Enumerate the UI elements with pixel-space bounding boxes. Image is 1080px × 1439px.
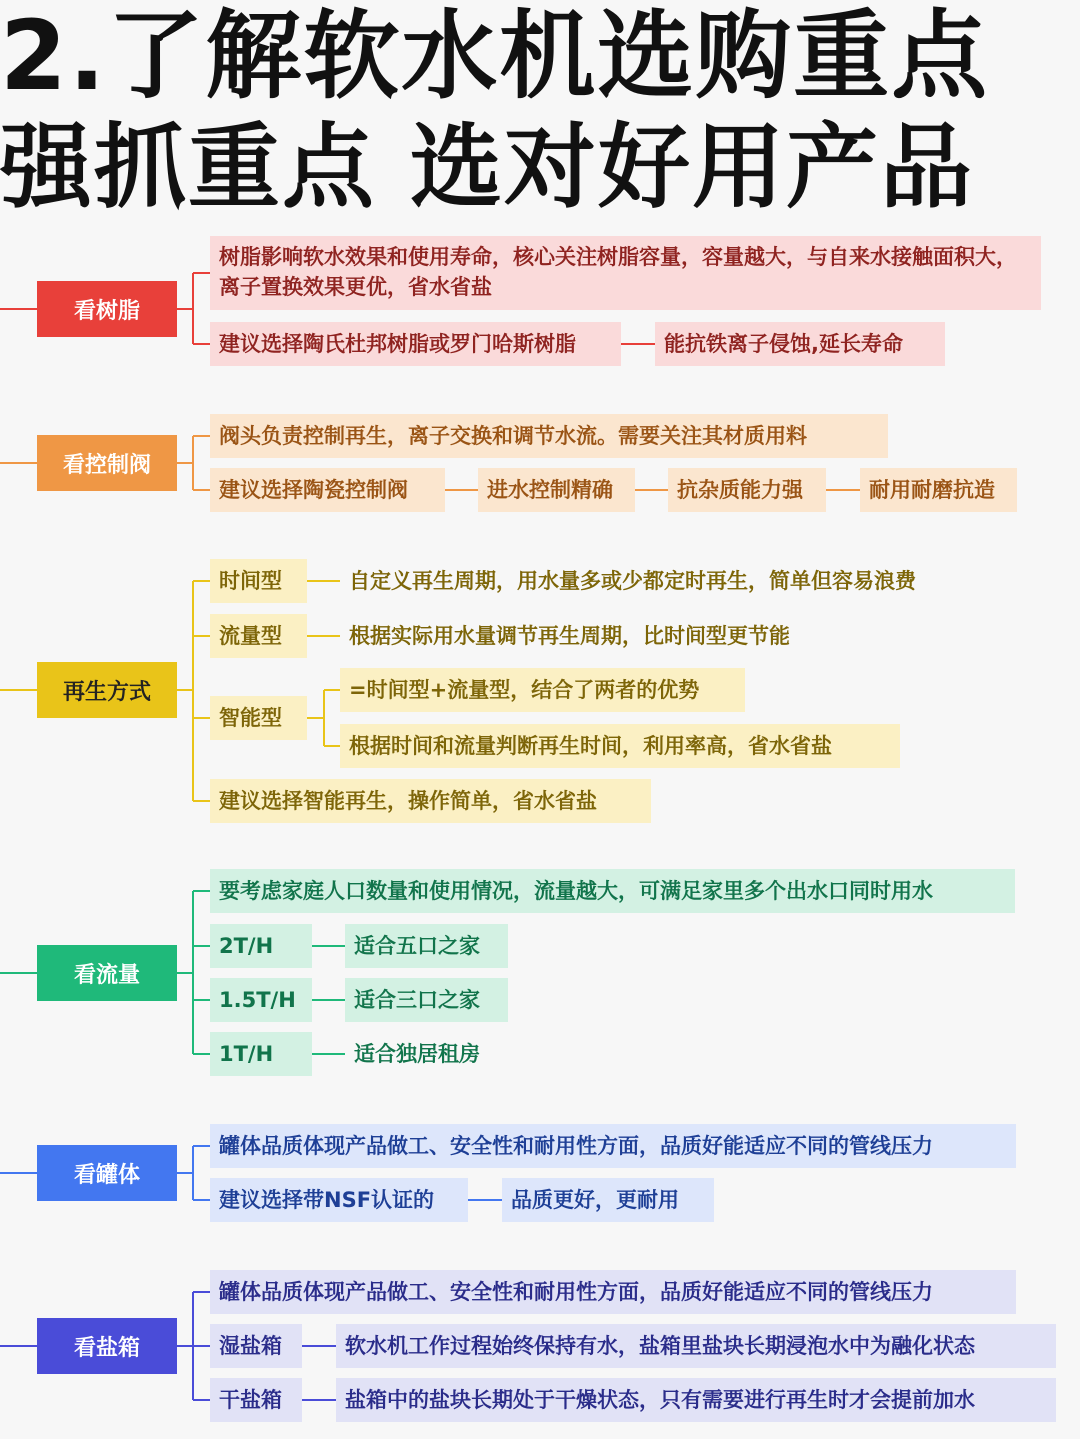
tank-suggestion: 建议选择带NSF认证的 <box>210 1178 468 1222</box>
resin-benefit: 能抗铁离子侵蚀,延长寿命 <box>655 322 945 366</box>
valve-description: 阀头负责控制再生，离子交换和调节水流。需要关注其材质用料 <box>210 414 888 458</box>
regen-suggestion: 建议选择智能再生，操作简单，省水省盐 <box>210 779 651 823</box>
title-line-2: 强抓重点 选对好用产品 <box>0 114 975 221</box>
flow-rate: 2T/H <box>210 924 312 968</box>
brine-wet-desc: 软水机工作过程始终保持有水，盐箱里盐块长期浸泡水中为融化状态 <box>336 1324 1056 1368</box>
regen-smart-desc: 根据时间和流量判断再生时间，利用率高，省水省盐 <box>340 724 900 768</box>
brine-dry-desc: 盐箱中的盐块长期处于干燥状态，只有需要进行再生时才会提前加水 <box>336 1378 1056 1422</box>
flow-fit: 适合三口之家 <box>345 978 508 1022</box>
regen-type-name: 流量型 <box>210 614 307 658</box>
category-brine-tank: 看盐箱 <box>37 1318 177 1374</box>
flow-description: 要考虑家庭人口数量和使用情况，流量越大，可满足家里多个出水口同时用水 <box>210 869 1015 913</box>
valve-suggestion: 建议选择陶瓷控制阀 <box>210 468 445 512</box>
flow-fit: 适合五口之家 <box>345 924 508 968</box>
category-control-valve: 看控制阀 <box>37 435 177 491</box>
regen-smart-desc: =时间型+流量型，结合了两者的优势 <box>340 668 745 712</box>
resin-suggestion: 建议选择陶氏杜邦树脂或罗门哈斯树脂 <box>210 322 621 366</box>
tank-benefit: 品质更好，更耐用 <box>502 1178 714 1222</box>
regen-type-name: 时间型 <box>210 559 307 603</box>
category-tank: 看罐体 <box>37 1145 177 1201</box>
regen-smart-name: 智能型 <box>210 696 307 740</box>
valve-benefit: 进水控制精确 <box>478 468 635 512</box>
regen-type-desc: 根据实际用水量调节再生周期，比时间型更节能 <box>349 624 790 648</box>
valve-benefit: 抗杂质能力强 <box>668 468 826 512</box>
flow-rate: 1T/H <box>210 1032 312 1076</box>
category-flow: 看流量 <box>37 945 177 1001</box>
valve-benefit: 耐用耐磨抗造 <box>860 468 1017 512</box>
title-line-1: 2.了解软水机选购重点 <box>0 0 990 112</box>
brine-description: 罐体品质体现产品做工、安全性和耐用性方面，品质好能适应不同的管线压力 <box>210 1270 1016 1314</box>
resin-description: 树脂影响软水效果和使用寿命，核心关注树脂容量，容量越大，与自来水接触面积大，离子置换效果更优，省水省盐 <box>210 236 1041 310</box>
brine-wet-name: 湿盐箱 <box>210 1324 302 1368</box>
brine-dry-name: 干盐箱 <box>210 1378 302 1422</box>
flow-fit: 适合独居租房 <box>354 1042 480 1066</box>
regen-type-desc: 自定义再生周期，用水量多或少都定时再生，简单但容易浪费 <box>349 569 916 593</box>
flow-rate: 1.5T/H <box>210 978 312 1022</box>
tank-description: 罐体品质体现产品做工、安全性和耐用性方面，品质好能适应不同的管线压力 <box>210 1124 1016 1168</box>
category-regeneration: 再生方式 <box>37 662 177 718</box>
category-resin: 看树脂 <box>37 281 177 337</box>
